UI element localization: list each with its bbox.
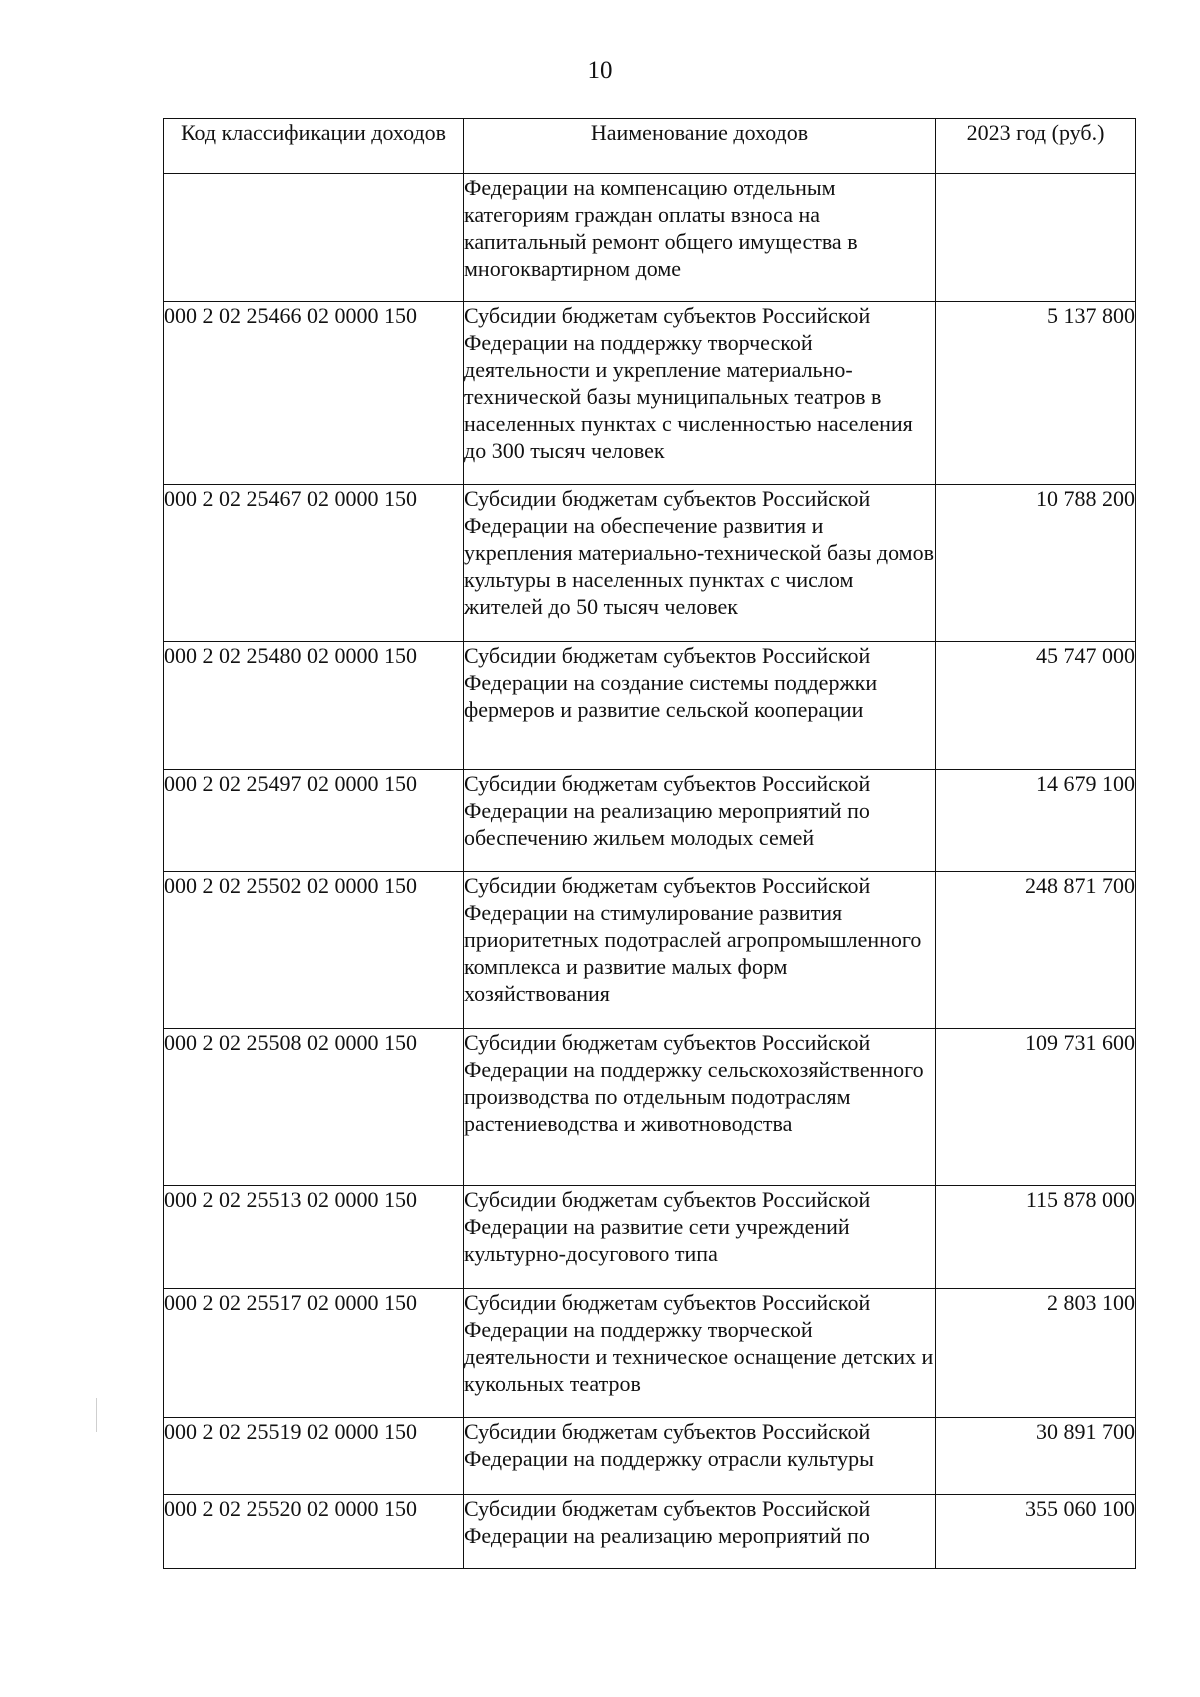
cell-code: 000 2 02 25497 02 0000 150 <box>164 770 464 872</box>
table-row <box>164 872 1136 1029</box>
cell-amount: 14 679 100 <box>936 770 1136 872</box>
scan-margin-mark <box>96 1398 97 1432</box>
header-name: Наименование доходов <box>464 119 936 174</box>
cell-amount: 2 803 100 <box>936 1289 1136 1418</box>
cell-amount: 355 060 100 <box>936 1495 1136 1569</box>
table-row <box>164 1186 1136 1289</box>
table-row <box>164 485 1136 642</box>
table-row <box>164 1495 1136 1569</box>
cell-amount: 45 747 000 <box>936 642 1136 770</box>
cell-amount: 115 878 000 <box>936 1186 1136 1289</box>
cell-name: Субсидии бюджетам субъектов Российской Федерации на создание системы поддержки фермеров и развитие сельской кооперации <box>464 642 936 770</box>
table-row <box>164 1029 1136 1186</box>
table-row <box>164 642 1136 770</box>
cell-code: 000 2 02 25466 02 0000 150 <box>164 302 464 485</box>
cell-amount: 248 871 700 <box>936 872 1136 1029</box>
cell-amount: 10 788 200 <box>936 485 1136 642</box>
cell-name: Субсидии бюджетам субъектов Российской Федерации на обеспечение развития и укрепления материально-технической базы домов культуры в населенных пунктах с числом жителей до 50 тысяч человек <box>464 485 936 642</box>
cell-code: 000 2 02 25513 02 0000 150 <box>164 1186 464 1289</box>
header-amount: 2023 год (руб.) <box>936 119 1136 174</box>
cell-code: 000 2 02 25480 02 0000 150 <box>164 642 464 770</box>
cell-name: Федерации на компенсацию отдельным категориям граждан оплаты взноса на капитальный ремонт общего имущества в многоквартирном доме <box>464 174 936 302</box>
header-code: Код классификации доходов <box>164 119 464 174</box>
cell-code: 000 2 02 25517 02 0000 150 <box>164 1289 464 1418</box>
cell-code: 000 2 02 25519 02 0000 150 <box>164 1418 464 1495</box>
cell-amount: 30 891 700 <box>936 1418 1136 1495</box>
cell-name: Субсидии бюджетам субъектов Российской Федерации на развитие сети учреждений культурно-досугового типа <box>464 1186 936 1289</box>
cell-amount: 5 137 800 <box>936 302 1136 485</box>
cell-amount <box>936 174 1136 302</box>
page-number: 10 <box>587 57 613 84</box>
table-header-row <box>164 119 1136 174</box>
cell-name: Субсидии бюджетам субъектов Российской Федерации на поддержку творческой деятельности и техническое оснащение детских и кукольных театров <box>464 1289 936 1418</box>
table-row <box>164 1289 1136 1418</box>
cell-amount: 109 731 600 <box>936 1029 1136 1186</box>
table-row <box>164 1418 1136 1495</box>
cell-name: Субсидии бюджетам субъектов Российской Федерации на поддержку отрасли культуры <box>464 1418 936 1495</box>
table-body <box>164 174 1136 1569</box>
cell-code: 000 2 02 25467 02 0000 150 <box>164 485 464 642</box>
cell-code: 000 2 02 25508 02 0000 150 <box>164 1029 464 1186</box>
cell-name: Субсидии бюджетам субъектов Российской Федерации на поддержку творческой деятельности и укрепление материально-технической базы муниципальных театров в населенных пунктах с численностью населения до 300 тысяч человек <box>464 302 936 485</box>
cell-code <box>164 174 464 302</box>
cell-code: 000 2 02 25502 02 0000 150 <box>164 872 464 1029</box>
table-row <box>164 302 1136 485</box>
income-table <box>163 118 1136 1569</box>
table-row <box>164 770 1136 872</box>
cell-name: Субсидии бюджетам субъектов Российской Федерации на реализацию мероприятий по обеспечению жильем молодых семей <box>464 770 936 872</box>
cell-name: Субсидии бюджетам субъектов Российской Федерации на реализацию мероприятий по <box>464 1495 936 1569</box>
cell-name: Субсидии бюджетам субъектов Российской Федерации на поддержку сельскохозяйственного производства по отдельным подотраслям растениеводства и животноводства <box>464 1029 936 1186</box>
cell-code: 000 2 02 25520 02 0000 150 <box>164 1495 464 1569</box>
table-row <box>164 174 1136 302</box>
cell-name: Субсидии бюджетам субъектов Российской Федерации на стимулирование развития приоритетных подотраслей агропромышленного комплекса и развитие малых форм хозяйствования <box>464 872 936 1029</box>
